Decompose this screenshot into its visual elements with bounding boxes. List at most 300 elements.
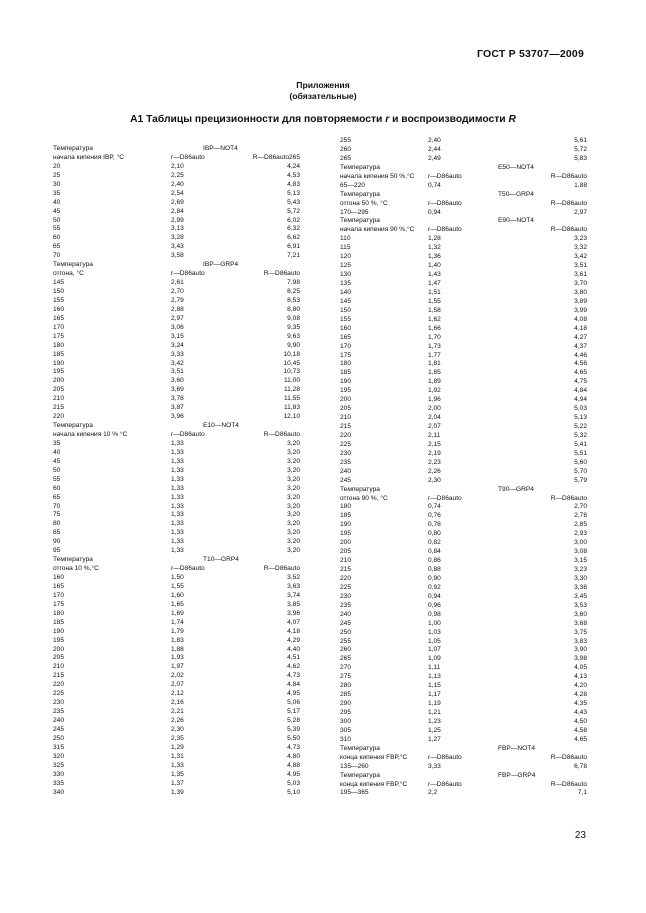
reproducibility-cell: 3,83 (574, 637, 587, 645)
reproducibility-cell: 4,20 (574, 682, 587, 690)
reproducibility-cell: 3,15 (574, 557, 587, 565)
temperature-cell: 190 (53, 627, 65, 635)
repeatability-cell: 0,92 (428, 583, 441, 591)
repeatability-cell: 1,33 (171, 484, 184, 492)
temperature-cell: 265 (340, 655, 352, 663)
reproducibility-cell: 3,52 (287, 574, 300, 581)
reproducibility-cell: 2,78 (574, 512, 587, 520)
reproducibility-cell: 3,20 (287, 493, 300, 501)
table-row (340, 262, 587, 271)
temperature-cell: 165 (340, 333, 352, 341)
reproducibility-cell: 2,85 (574, 521, 587, 529)
reproducibility-cell: 5,50 (287, 734, 300, 742)
table-row (53, 592, 300, 601)
reproducibility-cell: R—D86auto (263, 270, 300, 278)
temperature-cell: 260 (340, 145, 352, 153)
repeatability-cell: 2,84 (171, 207, 184, 215)
reproducibility-cell: 3,20 (287, 538, 300, 546)
repeatability-cell: 2,40 (171, 180, 184, 188)
temperature-cell: 330 (53, 770, 65, 778)
table-row (53, 663, 300, 672)
table-header-row (340, 200, 587, 209)
appendix-heading (0, 80, 646, 102)
temperature-cell: 175 (53, 600, 65, 608)
temperature-cell: 25 (53, 171, 61, 179)
repeatability-cell: 1,27 (428, 735, 441, 743)
table-row (340, 396, 587, 405)
reproducibility-cell: 3,45 (574, 592, 587, 600)
reproducibility-cell: 3,80 (574, 288, 587, 296)
repeatability-cell: 1,55 (171, 582, 184, 590)
temperature-cell: 95 (53, 547, 61, 555)
table-row (53, 288, 300, 297)
reproducibility-cell: 4,84 (574, 387, 587, 395)
table-row (340, 307, 587, 316)
repeatability-cell: 3,13 (171, 225, 184, 233)
reproducibility-cell: 11,00 (283, 377, 300, 385)
repeatability-cell: 1,19 (428, 700, 441, 708)
table-row (340, 575, 587, 584)
temperature-cell: 255 (340, 637, 352, 645)
reproducibility-cell: 4,40 (287, 645, 300, 653)
repeatability-cell: 0,84 (428, 548, 441, 556)
temperature-cell: 170 (340, 342, 352, 350)
repeatability-cell: 0,90 (428, 574, 441, 582)
table-row (340, 325, 587, 334)
table-row (340, 709, 587, 718)
repeatability-cell: r—D86auto (171, 431, 205, 438)
reproducibility-cell: 3,98 (574, 655, 587, 663)
reproducibility-cell: 3,20 (287, 439, 300, 447)
repeatability-cell: 1,33 (171, 439, 184, 447)
table-row (53, 717, 300, 726)
table-header-row (340, 486, 587, 495)
repeatability-cell: 1,17 (428, 691, 441, 699)
repeatability-cell: 3,60 (171, 377, 184, 385)
reproducibility-cell: 3,61 (574, 271, 587, 279)
reproducibility-cell: 3,99 (574, 306, 587, 314)
reproducibility-cell: 4,05 (574, 664, 587, 672)
repeatability-cell: 1,97 (171, 663, 184, 671)
table-header-row (53, 154, 300, 163)
repeatability-cell: 1,60 (171, 591, 184, 599)
reproducibility-cell: 4,56 (574, 360, 587, 368)
repeatability-cell: 3,06 (171, 323, 184, 331)
repeatability-cell: 2,16 (171, 699, 184, 707)
temperature-cell: 220 (340, 574, 352, 582)
reproducibility-cell: 3,70 (574, 280, 587, 287)
repeatability-cell: 1,96 (428, 396, 441, 404)
table-row (340, 432, 587, 441)
reproducibility-cell: 3,96 (287, 609, 300, 617)
reproducibility-cell: 6,62 (287, 234, 300, 242)
reproducibility-cell: 5,13 (287, 189, 300, 197)
reproducibility-cell: 8,80 (287, 305, 300, 313)
reproducibility-cell: 3,75 (574, 628, 587, 636)
temperature-cell: 125 (340, 262, 352, 270)
table-row (53, 520, 300, 529)
temperature-cell: 235 (340, 458, 352, 466)
repeatability-cell: r—D86auto (171, 565, 205, 573)
table-row (53, 726, 300, 735)
reproducibility-cell: 10,73 (283, 368, 300, 376)
temperature-cell: 65 (53, 493, 61, 501)
temperature-cell: Температура (340, 190, 380, 198)
reproducibility-cell: 3,00 (574, 539, 587, 547)
temperature-cell: 215 (340, 566, 352, 573)
reproducibility-cell: 3,38 (574, 583, 587, 591)
reproducibility-cell: 3,53 (574, 601, 587, 609)
repeatability-cell: r—D86auto (171, 153, 205, 161)
table-row (53, 458, 300, 467)
table-row (53, 199, 300, 208)
temperature-cell: 70 (53, 252, 61, 260)
reproducibility-cell: 4,43 (574, 709, 587, 716)
repeatability-cell: 3,87 (171, 404, 184, 412)
temperature-cell: 215 (340, 423, 352, 430)
table-row (53, 172, 300, 181)
temperature-cell: 180 (53, 609, 65, 617)
repeatability-cell: 1,33 (171, 493, 184, 501)
title-r: r (385, 114, 390, 125)
table-row (340, 298, 587, 307)
table-row (340, 253, 587, 262)
temperature-cell: Температура (340, 771, 380, 779)
temperature-cell: 210 (340, 557, 352, 565)
reproducibility-cell: 4,50 (574, 717, 587, 725)
table-row (53, 654, 300, 663)
table-row (53, 771, 300, 780)
table-row (340, 405, 587, 414)
repeatability-cell: 1,33 (171, 529, 184, 537)
reproducibility-cell: 5,43 (287, 198, 300, 206)
table-row (53, 494, 300, 503)
table-row (340, 611, 587, 620)
table-row (340, 673, 587, 682)
table-row (340, 655, 587, 664)
appendix-label: Приложения (296, 80, 350, 90)
reproducibility-cell: 3,20 (287, 466, 300, 474)
table-row (53, 413, 300, 422)
table-row (53, 315, 300, 324)
table-row (53, 351, 300, 360)
repeatability-cell: 1,88 (171, 645, 184, 653)
temperature-cell: отгона, °С (53, 270, 84, 278)
table-row (53, 547, 300, 556)
temperature-cell: 270 (340, 664, 352, 672)
repeatability-cell: 1,33 (171, 538, 184, 546)
repeatability-cell: 2,19 (428, 449, 441, 457)
table-row (53, 780, 300, 789)
temperature-cell: 240 (340, 467, 352, 475)
temperature-cell: 200 (53, 377, 65, 385)
table-row (340, 459, 587, 468)
table-row (53, 190, 300, 199)
temperature-cell: 145 (340, 297, 352, 305)
repeatability-cell: r—D86auto (428, 226, 462, 234)
repeatability-cell: 1,35 (171, 770, 184, 778)
temperature-cell: Температура (340, 485, 380, 493)
repeatability-cell: 2,88 (171, 305, 184, 313)
reproducibility-cell: 6,78 (574, 762, 587, 770)
repeatability-cell: 1,81 (428, 360, 441, 368)
reproducibility-cell: 12,10 (283, 413, 300, 421)
temperature-cell: Температура (53, 556, 93, 564)
table-row (340, 620, 587, 629)
table-row (53, 225, 300, 234)
table-row (53, 503, 300, 512)
reproducibility-cell: 4,35 (574, 700, 587, 708)
temperature-cell: 205 (340, 548, 352, 556)
table-row (340, 369, 587, 378)
repeatability-cell: 0,86 (428, 557, 441, 565)
table-row (340, 584, 587, 593)
table-row (53, 708, 300, 717)
left-precision-table (53, 145, 300, 797)
table-row (340, 727, 587, 736)
temperature-cell: 60 (53, 484, 61, 492)
repeatability-cell: 2,61 (171, 279, 184, 287)
reproducibility-cell: 3,20 (287, 511, 300, 519)
reproducibility-cell: 5,13 (574, 414, 587, 422)
repeatability-cell: 2,23 (428, 458, 441, 466)
temperature-cell: 260 (340, 646, 352, 654)
table-row (340, 548, 587, 557)
reproducibility-cell: 5,60 (574, 458, 587, 466)
table-row (340, 539, 587, 548)
repeatability-cell: 3,15 (171, 332, 184, 340)
repeatability-cell: 1,33 (171, 448, 184, 456)
temperature-cell: 190 (340, 521, 352, 529)
repeatability-cell: 0,88 (428, 566, 441, 573)
reproducibility-cell: R—D86auto (550, 226, 587, 234)
repeatability-cell: 2,07 (171, 681, 184, 689)
temperature-cell: 115 (340, 244, 351, 252)
method-code: FBP—NOT4 (498, 744, 536, 752)
reproducibility-cell: 4,28 (574, 691, 587, 699)
reproducibility-cell: 3,42 (574, 253, 587, 261)
reproducibility-cell: R—D86auto (550, 494, 587, 502)
table-row (340, 664, 587, 673)
table-row (53, 297, 300, 306)
reproducibility-cell: 5,28 (287, 717, 300, 724)
method-code: FBP—GRP4 (498, 771, 536, 779)
repeatability-cell: 1,37 (171, 779, 184, 787)
temperature-cell: 45 (53, 457, 61, 465)
table-row (53, 404, 300, 413)
repeatability-cell: 2,54 (171, 189, 184, 197)
temperature-cell: 205 (340, 405, 352, 413)
reproducibility-cell: 4,29 (287, 636, 300, 644)
table-row (53, 234, 300, 243)
reproducibility-cell: 3,74 (287, 591, 300, 599)
temperature-cell: 190 (340, 378, 352, 386)
repeatability-cell: 1,23 (428, 717, 441, 725)
repeatability-cell: 0,82 (428, 539, 441, 547)
table-header-row (340, 754, 587, 763)
repeatability-cell: 2,25 (171, 171, 184, 179)
repeatability-cell: 2,26 (171, 717, 184, 724)
repeatability-cell: 2,2 (428, 789, 438, 797)
repeatability-cell: 1,03 (428, 628, 441, 636)
reproducibility-cell: 5,39 (287, 725, 300, 733)
temperature-cell: 240 (53, 717, 65, 724)
table-header-row (53, 431, 300, 440)
temperature-cell: 225 (340, 583, 352, 591)
repeatability-cell: 3,24 (171, 341, 184, 349)
table-row (53, 395, 300, 404)
temperature-cell: 315 (53, 743, 65, 751)
repeatability-cell: 0,94 (428, 208, 441, 216)
table-row (340, 691, 587, 700)
temperature-cell: 285 (340, 691, 352, 699)
temperature-cell: 50 (53, 216, 61, 224)
reproducibility-cell: 5,17 (287, 708, 300, 716)
reproducibility-cell: 4,18 (287, 627, 300, 635)
table-row (53, 208, 300, 217)
reproducibility-cell: 4,08 (574, 315, 587, 323)
reproducibility-cell: 4,53 (287, 171, 300, 179)
repeatability-cell: 3,33 (428, 762, 441, 770)
repeatability-cell: 1,39 (171, 788, 184, 796)
temperature-cell: 320 (53, 752, 65, 760)
temperature-cell: 275 (340, 673, 352, 681)
temperature-cell: 300 (340, 717, 352, 725)
table-row (53, 762, 300, 771)
temperature-cell: начала кипения IBP, °С (53, 153, 124, 161)
table-row (340, 718, 587, 727)
reproducibility-cell: 3,63 (287, 582, 300, 590)
repeatability-cell: 3,69 (171, 386, 184, 394)
table-row (340, 209, 587, 218)
repeatability-cell: 1,29 (171, 743, 184, 751)
temperature-cell: 120 (340, 253, 352, 261)
reproducibility-cell: R—D86auto (263, 565, 300, 573)
repeatability-cell: 2,69 (171, 198, 184, 206)
table-row (340, 789, 587, 798)
temperature-cell: 215 (53, 404, 65, 412)
table-row (340, 450, 587, 459)
table-header-row (53, 422, 300, 431)
repeatability-cell: 1,25 (428, 726, 441, 734)
table-row (340, 441, 587, 450)
reproducibility-cell: 2,93 (574, 530, 587, 538)
repeatability-cell: 1,33 (171, 475, 184, 483)
reproducibility-cell: R—D86auto (550, 753, 587, 761)
repeatability-cell: 1,62 (428, 315, 441, 323)
temperature-cell: 250 (53, 734, 65, 742)
reproducibility-cell: 4,27 (574, 333, 587, 341)
table-row (340, 423, 587, 432)
temperature-cell: 20 (53, 162, 61, 170)
table-row (340, 378, 587, 387)
table-row (53, 583, 300, 592)
temperature-cell: 70 (53, 502, 61, 510)
table-header-row (53, 145, 300, 154)
repeatability-cell: 1,33 (171, 466, 184, 474)
reproducibility-cell: 3,20 (287, 484, 300, 492)
temperature-cell: Температура (340, 217, 380, 225)
temperature-cell: 165 (53, 314, 65, 322)
reproducibility-cell: R—D86auto (550, 172, 587, 180)
temperature-cell: Температура (53, 261, 93, 269)
method-code: T50—GRP4 (498, 190, 534, 198)
repeatability-cell: r—D86auto (428, 780, 462, 788)
repeatability-cell: 1,58 (428, 306, 441, 314)
temperature-cell: отгона 90 %, °С (340, 494, 388, 502)
table-row (340, 352, 587, 361)
reproducibility-cell: 3,20 (287, 520, 300, 528)
table-row (53, 467, 300, 476)
temperature-cell: 230 (53, 699, 65, 707)
reproducibility-cell: R—D86auto265 (252, 153, 300, 161)
repeatability-cell: 0,78 (428, 521, 441, 529)
table-row (340, 566, 587, 575)
repeatability-cell: 1,21 (428, 709, 441, 716)
repeatability-cell: 1,85 (428, 369, 441, 377)
temperature-cell: 75 (53, 511, 61, 519)
temperature-cell: 265 (340, 154, 352, 162)
table-row (340, 503, 587, 512)
temperature-cell: 140 (340, 288, 352, 296)
temperature-cell: 225 (340, 440, 352, 448)
repeatability-cell: 1,50 (171, 574, 184, 581)
temperature-cell: 200 (340, 396, 352, 404)
repeatability-cell: 1,32 (428, 244, 441, 252)
method-code: E10—NOT4 (203, 422, 239, 430)
repeatability-cell: 1,33 (171, 520, 184, 528)
reproducibility-cell: 3,20 (287, 529, 300, 537)
reproducibility-cell: 4,94 (574, 396, 587, 404)
table-header-row (340, 495, 587, 504)
table-row (340, 387, 587, 396)
table-row (53, 753, 300, 762)
temperature-cell: 155 (340, 315, 352, 323)
reproducibility-cell: 10,45 (283, 359, 300, 367)
repeatability-cell: 1,69 (171, 609, 184, 617)
table-row (340, 414, 587, 423)
table-header-row (340, 772, 587, 781)
reproducibility-cell: 5,72 (574, 145, 587, 153)
reproducibility-cell: 4,73 (287, 672, 300, 680)
temperature-cell: 55 (53, 225, 61, 233)
temperature-cell: 215 (53, 672, 65, 680)
repeatability-cell: 1,33 (171, 457, 184, 465)
temperature-cell: 170 (53, 323, 65, 331)
temperature-cell: 245 (53, 725, 65, 733)
repeatability-cell: r—D86auto (428, 494, 462, 502)
table-row (53, 744, 300, 753)
table-row (53, 279, 300, 288)
reproducibility-cell: 5,03 (574, 405, 587, 413)
table-row (53, 306, 300, 315)
repeatability-cell: 0,94 (428, 592, 441, 600)
temperature-cell: 160 (53, 574, 65, 581)
reproducibility-cell: 5,41 (574, 440, 587, 448)
table-row (340, 468, 587, 477)
table-header-row (53, 261, 300, 270)
temperature-cell: 210 (53, 395, 65, 403)
table-row (53, 368, 300, 377)
temperature-cell: 175 (53, 332, 65, 340)
table-row (340, 235, 587, 244)
reproducibility-cell: 3,32 (574, 244, 587, 252)
method-code: E90—NOT4 (498, 217, 534, 225)
temperature-cell: 170 (53, 591, 65, 599)
repeatability-cell: 2,49 (428, 154, 441, 162)
temperature-cell: 310 (340, 735, 352, 743)
repeatability-cell: 1,33 (171, 761, 184, 769)
